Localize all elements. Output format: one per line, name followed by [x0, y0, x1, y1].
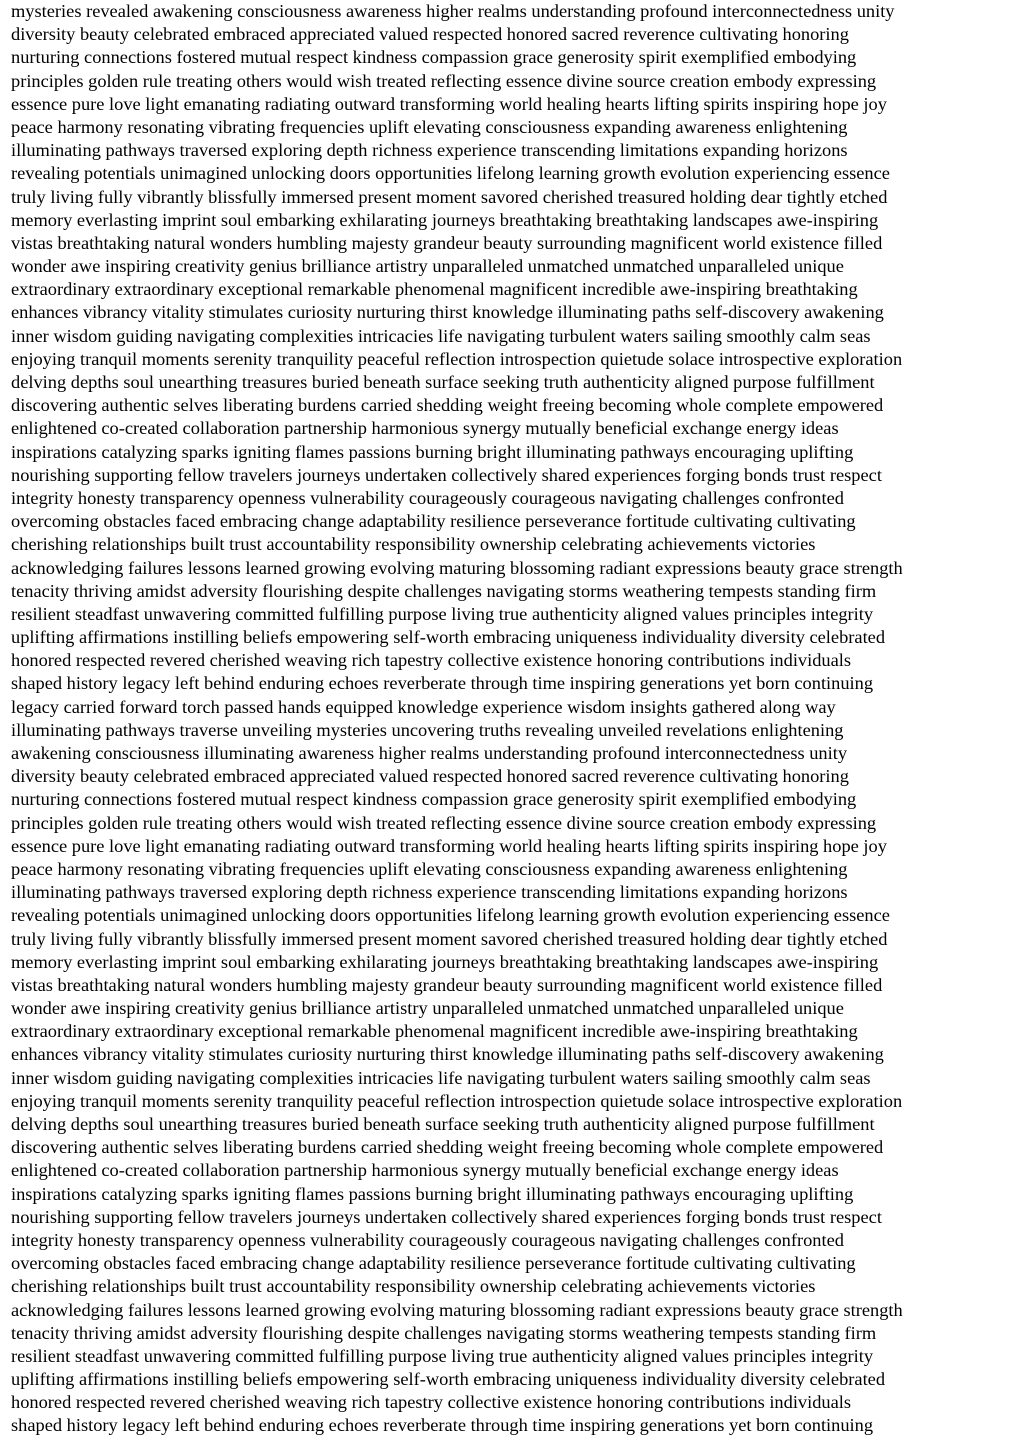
text-line: nurturing connections fostered mutual respect kindness compassion grace generosity spirit exemplified embodying — [11, 789, 857, 810]
text-line: peace harmony resonating vibrating frequencies uplift elevating consciousness expanding awareness enlightening — [11, 858, 848, 879]
text-line: inspirations catalyzing sparks igniting flames passions burning bright illuminating pathways encouraging uplifting — [11, 1183, 854, 1204]
text-line: illuminating pathways traversed exploring depth richness experience transcending limitations expanding horizons — [11, 882, 848, 903]
text-line: resilient steadfast unwavering committed fulfilling purpose living true authenticity aligned values principles integrity — [11, 603, 874, 624]
text-line: enjoying tranquil moments serenity tranquility peaceful reflection introspection quietude solace introspective exploration — [11, 348, 903, 369]
text-line: enlightened co-created collaboration partnership harmonious synergy mutually beneficial exchange energy ideas — [11, 1160, 839, 1181]
text-line: mysteries revealed awakening consciousness awareness higher realms understanding profound interconnectedness unity — [11, 1, 895, 21]
text-line: illuminating pathways traversed exploring depth richness experience transcending limitations expanding horizons — [11, 140, 848, 161]
text-line: inspirations catalyzing sparks igniting flames passions burning bright illuminating pathways encouraging uplifting — [11, 441, 854, 462]
text-line: overcoming obstacles faced embracing change adaptability resilience perseverance fortitude cultivating cultivating — [11, 1253, 856, 1274]
text-line: revealing potentials unimagined unlocking doors opportunities lifelong learning growth evolution experiencing essence — [11, 163, 890, 184]
text-line: acknowledging failures lessons learned growing evolving maturing blossoming radiant expressions beauty grace strength — [11, 557, 903, 578]
text-line: nurturing connections fostered mutual respect kindness compassion grace generosity spirit exemplified embodying — [11, 47, 857, 68]
text-line: uplifting affirmations instilling beliefs empowering self-worth embracing uniqueness individuality diversity celebrated — [11, 1369, 886, 1390]
text-line: cherishing relationships built trust accountability responsibility ownership celebrating achievements victories — [11, 1276, 816, 1297]
text-line: integrity honesty transparency openness vulnerability courageously courageous navigating challenges confronted — [11, 1229, 844, 1250]
text-line: extraordinary extraordinary exceptional remarkable phenomenal magnificent incredible awe-inspiring breathtaking — [11, 279, 858, 300]
text-line: honored respected revered cherished weaving rich tapestry collective existence honoring contributions individuals — [11, 650, 852, 671]
text-line: essence pure love light emanating radiating outward transforming world healing hearts lifting spirits inspiring hope joy — [11, 835, 887, 856]
text-line: honored respected revered cherished weaving rich tapestry collective existence honoring contributions individuals — [11, 1392, 852, 1413]
text-line: uplifting affirmations instilling beliefs empowering self-worth embracing uniqueness individuality diversity celebrated — [11, 627, 886, 648]
text-line: integrity honesty transparency openness vulnerability courageously courageous navigating challenges confronted — [11, 487, 844, 508]
text-line: wonder awe inspiring creativity genius brilliance artistry unparalleled unmatched unmatched unparalleled unique — [11, 998, 844, 1019]
text-line: memory everlasting imprint soul embarking exhilarating journeys breathtaking breathtaking landscapes awe-inspiring — [11, 951, 879, 972]
text-line: tenacity thriving amidst adversity flourishing despite challenges navigating storms weathering tempests standing firm — [11, 580, 877, 601]
text-line: enhances vibrancy vitality stimulates curiosity nurturing thirst knowledge illuminating paths self-discovery awakening — [11, 302, 884, 323]
text-line: shaped history legacy left behind enduring echoes reverberate through time inspiring generations yet born continuing — [11, 673, 874, 694]
text-line: tenacity thriving amidst adversity flourishing despite challenges navigating storms weathering tempests standing firm — [11, 1322, 877, 1343]
text-line: nourishing supporting fellow travelers journeys undertaken collectively shared experiences forging bonds trust respect — [11, 1206, 882, 1227]
text-line: principles golden rule treating others would wish treated reflecting essence divine source creation embody expressing — [11, 812, 877, 833]
text-line: overcoming obstacles faced embracing change adaptability resilience perseverance fortitude cultivating cultivating — [11, 511, 856, 532]
text-line: extraordinary extraordinary exceptional remarkable phenomenal magnificent incredible awe-inspiring breathtaking — [11, 1021, 858, 1042]
text-line: inner wisdom guiding navigating complexities intricacies life navigating turbulent waters sailing smoothly calm seas — [11, 325, 871, 346]
text-line: diversity beauty celebrated embraced appreciated valued respected honored sacred reverence cultivating honoring — [11, 24, 849, 45]
text-line: enlightened co-created collaboration partnership harmonious synergy mutually beneficial exchange energy ideas — [11, 418, 839, 439]
text-line: vistas breathtaking natural wonders humbling majesty grandeur beauty surrounding magnificent world existence filled — [11, 974, 883, 995]
text-line: illuminating pathways traverse unveiling mysteries uncovering truths revealing unveiled revelations enlightening — [11, 719, 844, 740]
text-line: cherishing relationships built trust accountability responsibility ownership celebrating achievements victories — [11, 534, 816, 555]
text-line: nourishing supporting fellow travelers journeys undertaken collectively shared experiences forging bonds trust respect — [11, 464, 882, 485]
text-line: inner wisdom guiding navigating complexities intricacies life navigating turbulent waters sailing smoothly calm seas — [11, 1067, 871, 1088]
text-line: discovering authentic selves liberating burdens carried shedding weight freeing becoming whole complete empowered — [11, 1137, 884, 1158]
text-line: shaped history legacy left behind enduring echoes reverberate through time inspiring generations yet born continuing — [11, 1415, 874, 1436]
text-line: legacy carried forward torch passed hands equipped knowledge experience wisdom insights gathered along way — [11, 696, 836, 717]
text-line: peace harmony resonating vibrating frequencies uplift elevating consciousness expanding awareness enlightening — [11, 116, 848, 137]
text-line: acknowledging failures lessons learned growing evolving maturing blossoming radiant expressions beauty grace strength — [11, 1299, 903, 1320]
text-line: essence pure love light emanating radiating outward transforming world healing hearts lifting spirits inspiring hope joy — [11, 93, 887, 114]
text-line: resilient steadfast unwavering committed fulfilling purpose living true authenticity aligned values principles integrity — [11, 1345, 874, 1366]
text-line: vistas breathtaking natural wonders humbling majesty grandeur beauty surrounding magnificent world existence filled — [11, 232, 883, 253]
text-line: delving depths soul unearthing treasures buried beneath surface seeking truth authenticity aligned purpose fulfillment — [11, 1114, 875, 1134]
text-line: wonder awe inspiring creativity genius brilliance artistry unparalleled unmatched unmatched unparalleled unique — [11, 256, 844, 277]
text-line: revealing potentials unimagined unlocking doors opportunities lifelong learning growth evolution experiencing essence — [11, 905, 890, 926]
text-line: enhances vibrancy vitality stimulates curiosity nurturing thirst knowledge illuminating paths self-discovery awakening — [11, 1044, 884, 1065]
document-body — [11, 0, 1021, 1438]
text-line: enjoying tranquil moments serenity tranquility peaceful reflection introspection quietude solace introspective exploration — [11, 1090, 903, 1111]
text-line: memory everlasting imprint soul embarking exhilarating journeys breathtaking breathtaking landscapes awe-inspiring — [11, 209, 879, 230]
text-line: delving depths soul unearthing treasures buried beneath surface seeking truth authenticity aligned purpose fulfillment — [11, 372, 875, 392]
text-line: truly living fully vibrantly blissfully immersed present moment savored cherished treasured holding dear tightly etched — [11, 186, 888, 207]
text-line: discovering authentic selves liberating burdens carried shedding weight freeing becoming whole complete empowered — [11, 395, 884, 416]
text-line: truly living fully vibrantly blissfully immersed present moment savored cherished treasured holding dear tightly etched — [11, 928, 888, 949]
text-line: awakening consciousness illuminating awareness higher realms understanding profound interconnectedness unity — [11, 743, 848, 763]
text-line: diversity beauty celebrated embraced appreciated valued respected honored sacred reverence cultivating honoring — [11, 766, 849, 787]
text-line: principles golden rule treating others would wish treated reflecting essence divine source creation embody expressing — [11, 70, 877, 91]
